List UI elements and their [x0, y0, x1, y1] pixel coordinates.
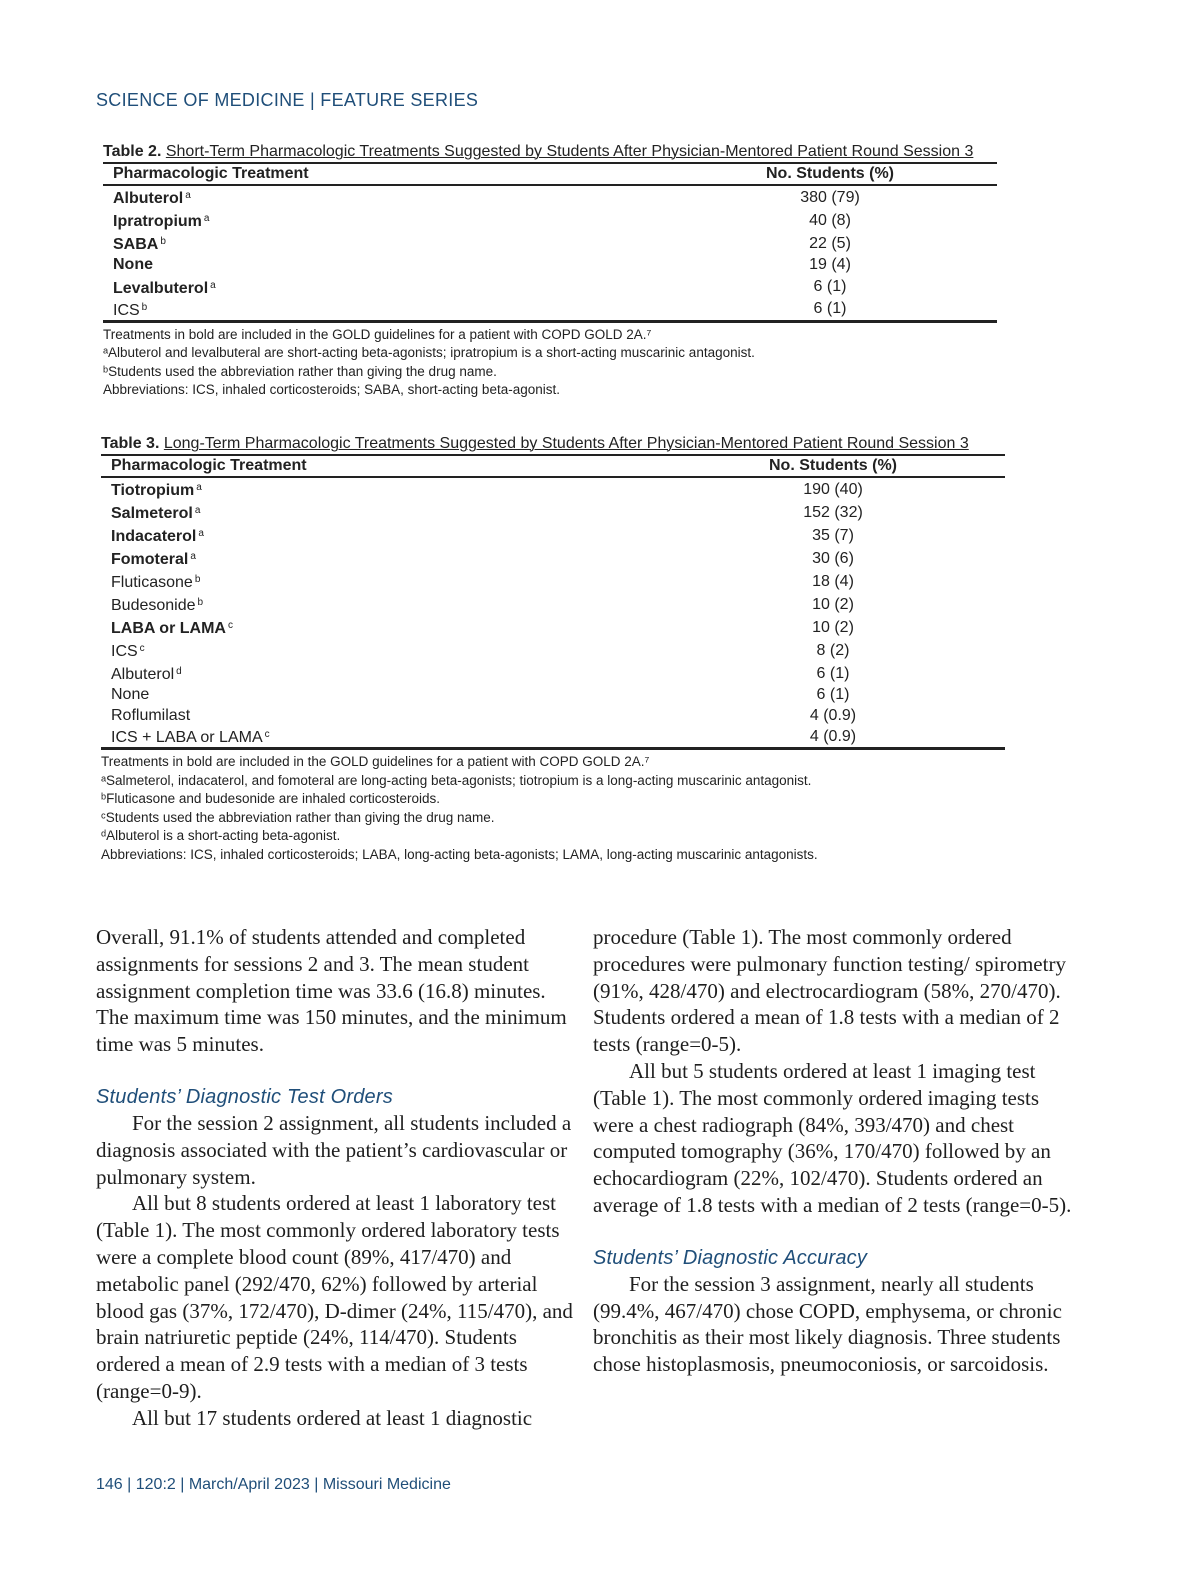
- treatment-cell: [101, 570, 661, 593]
- treatment-name: Fluticasone: [111, 574, 193, 591]
- treatment-cell: [103, 299, 663, 322]
- student-count-cell: 190 (40): [803, 480, 863, 498]
- treatment-name: Tiotropium: [111, 482, 195, 499]
- table-footnote: Treatments in bold are included in the GOLD guidelines for a patient with COPD GOLD 2A.⁷: [103, 326, 652, 342]
- student-count-cell: 18 (4): [812, 572, 854, 590]
- student-count-cell: 6 (1): [663, 299, 997, 322]
- treatment-cell: [101, 593, 661, 616]
- treatment-cell: [101, 706, 661, 727]
- body-column-right: [593, 924, 1073, 1378]
- student-count-cell: 6 (1): [816, 686, 850, 704]
- student-count-cell: 40 (8): [809, 211, 851, 229]
- treatment-cell: [103, 232, 663, 255]
- table-row: [101, 662, 1005, 685]
- paragraph: All but 17 students ordered at least 1 diagnostic: [132, 1405, 533, 1430]
- table-row: [101, 593, 1005, 616]
- table-footnote: ᵈAlbuterol is a short-acting beta-agonist.: [101, 828, 341, 843]
- treatment-cell: [101, 477, 661, 501]
- footnote-marker: c: [139, 643, 145, 654]
- student-count-cell: 6 (1): [816, 664, 850, 682]
- footnote-marker: a: [198, 528, 204, 539]
- treatment-name: SABA: [113, 236, 159, 253]
- footnote-marker: d: [176, 666, 182, 677]
- table-2-grid: [103, 162, 997, 323]
- treatment-name: ICS + LABA or LAMA: [111, 729, 263, 746]
- paragraph: Overall, 91.1% of students attended and completed assignments for sessions 2 and 3. The mean student assignment completion time was 33.6 (16.8) minutes. The maximum time was 150 minutes, and the minimum time was 5 minutes.: [96, 925, 567, 1057]
- treatment-cell: [103, 276, 663, 299]
- treatment-cell: [101, 616, 661, 639]
- table-row: [103, 232, 997, 255]
- treatment-cell: [103, 255, 663, 276]
- treatment-name: ICS: [113, 301, 140, 319]
- treatment-cell: [101, 501, 661, 524]
- table-row: [101, 726, 1005, 749]
- table-row: [101, 616, 1005, 639]
- footnote-marker: b: [194, 574, 201, 585]
- table-3-col-treatment: Pharmacologic Treatment: [101, 455, 661, 477]
- footnote-marker: a: [190, 551, 196, 562]
- table-3-label: Table 3.: [101, 435, 160, 452]
- table-row: [101, 706, 1005, 727]
- table-footnote: Treatments in bold are included in the GOLD guidelines for a patient with COPD GOLD 2A.⁷: [101, 754, 650, 769]
- table-row: [103, 276, 997, 299]
- treatment-name: ICS: [111, 643, 138, 660]
- table-row: [103, 209, 997, 232]
- table-2-body: [103, 185, 997, 321]
- treatment-name: Salmeterol: [111, 505, 193, 522]
- table-row: [101, 477, 1005, 501]
- table-footnote: ᵇFluticasone and budesonide are inhaled corticosteroids.: [101, 791, 441, 806]
- student-count-cell: 4 (0.9): [809, 706, 857, 724]
- table-footnote: Abbreviations: ICS, inhaled corticosteroids; LABA, long-acting beta-agonists; LAMA, long-acting muscarinic antagonists.: [101, 846, 818, 862]
- student-count-cell: 22 (5): [809, 234, 851, 252]
- treatment-cell: [101, 662, 661, 685]
- table-row: [101, 524, 1005, 547]
- footnote-marker: a: [210, 279, 216, 291]
- paragraph: All but 5 students ordered at least 1 imaging test (Table 1). The most commonly ordered imaging tests were a chest radiograph (84%, 393/470) and chest computed tomography (36%, 170/470) followed by an echocardiogram (22%, 102/470). Students ordered an average of 1.8 tests with a median of 2 tests (range=0-5).: [593, 1058, 1072, 1217]
- table-2-title: Short-Term Pharmacologic Treatments Suggested by Students After Physician-Mentored Patient Round Session 3: [165, 143, 974, 160]
- table-3-notes: [101, 753, 1101, 864]
- table-3: [101, 434, 1101, 864]
- student-count-cell: 35 (7): [812, 526, 854, 544]
- treatment-name: None: [111, 686, 150, 704]
- paragraph: procedure (Table 1). The most commonly ordered procedures were pulmonary function testing/ spirometry (91%, 428/470) and electrocardiogram (58%, 270/470). Students ordered a mean of 1.8 tests with a median of 2 tests (range=0-5).: [593, 925, 1066, 1057]
- table-row: [101, 639, 1005, 662]
- treatment-cell: [101, 547, 661, 570]
- page-footer: 146 | 120:2 | March/April 2023 | Missouri Medicine: [96, 1476, 451, 1493]
- treatment-name: Ipratropium: [113, 213, 202, 230]
- student-count-cell: 19 (4): [809, 256, 851, 274]
- footnote-marker: b: [141, 301, 148, 313]
- footnote-marker: b: [197, 597, 204, 608]
- table-row: [101, 547, 1005, 570]
- running-header: SCIENCE OF MEDICINE | FEATURE SERIES: [96, 90, 479, 110]
- student-count-cell: 10 (2): [812, 595, 854, 613]
- table-footnote: ᶜStudents used the abbreviation rather than giving the drug name.: [101, 809, 495, 825]
- table-3-caption: [101, 434, 1101, 454]
- table-row: [101, 685, 1005, 706]
- student-count-cell: 8 (2): [816, 641, 850, 659]
- table-3-grid: [101, 454, 1005, 750]
- table-row: [101, 501, 1005, 524]
- table-2-label: Table 2.: [103, 143, 162, 160]
- table-footnote: ᵃAlbuterol and levalbuteral are short-acting beta-agonists; ipratropium is a short-acting muscarinic antagonist.: [103, 345, 755, 360]
- treatment-name: None: [113, 256, 153, 274]
- table-footnote: ᵃSalmeterol, indacaterol, and fomoteral are long-acting beta-agonists; tiotropium is a long-acting muscarinic antagonist.: [101, 772, 812, 788]
- student-count-cell: 30 (6): [812, 549, 854, 567]
- treatment-name: Fomoteral: [111, 551, 189, 568]
- treatment-name: Albuterol: [111, 666, 175, 683]
- table-2-col-treatment: Pharmacologic Treatment: [103, 163, 663, 185]
- student-count-cell: 10 (2): [812, 618, 854, 636]
- treatment-cell: [101, 639, 661, 662]
- student-count-cell: 4 (0.9): [661, 726, 1005, 749]
- table-row: [101, 570, 1005, 593]
- footnote-marker: a: [194, 505, 201, 516]
- treatment-name: Roflumilast: [111, 706, 191, 724]
- treatment-cell: [103, 209, 663, 232]
- footnote-marker: a: [185, 190, 191, 201]
- student-count-cell: 6 (1): [813, 278, 847, 295]
- table-3-body: [101, 477, 1005, 749]
- paragraph: For the session 3 assignment, nearly all students (99.4%, 467/470) chose COPD, emphysema, or chronic bronchitis as their most likely diagnosis. Three students chose histoplasmosis, pneumoconiosis, or sarcoidosis.: [593, 1271, 1062, 1377]
- treatment-name: LABA or LAMA: [111, 620, 226, 637]
- section-heading-diagnostic-accuracy: Students’ Diagnostic Accuracy: [593, 1246, 868, 1269]
- treatment-name: Albuterol: [113, 190, 184, 207]
- treatment-name: Levalbuterol: [113, 279, 209, 297]
- treatment-name: Indacaterol: [111, 528, 197, 545]
- table-2-caption: [103, 142, 1103, 162]
- paragraph: For the session 2 assignment, all students included a diagnosis associated with the patient’s cardiovascular or pulmonary system.: [96, 1110, 572, 1189]
- footnote-marker: b: [160, 236, 166, 247]
- table-2: [103, 142, 1103, 400]
- footnote-marker: a: [203, 213, 210, 224]
- table-row: [103, 185, 997, 209]
- treatment-cell: [103, 185, 663, 209]
- body-column-left: [96, 924, 574, 1432]
- table-row: [103, 255, 997, 276]
- table-footnote: ᵇStudents used the abbreviation rather than giving the drug name.: [103, 363, 497, 379]
- table-footnote: Abbreviations: ICS, inhaled corticosteroids; SABA, short-acting beta-agonist.: [103, 382, 560, 397]
- footnote-marker: c: [227, 620, 233, 631]
- student-count-cell: 152 (32): [803, 503, 863, 521]
- table-2-notes: [103, 326, 1103, 400]
- treatment-name: Budesonide: [111, 597, 196, 614]
- treatment-cell: [101, 524, 661, 547]
- footnote-marker: c: [264, 729, 270, 740]
- paragraph: All but 8 students ordered at least 1 laboratory test (Table 1). The most commonly ordered laboratory tests were a complete blood count (89%, 417/470) and metabolic panel (292/470, 62%) followed by arterial blood gas (37%, 172/470), D-dimer (24%, 115/470), and brain natriuretic peptide (24%, 114/470). Students ordered a mean of 2.9 tests with a median of 3 tests (range=0-9).: [96, 1191, 573, 1403]
- treatment-cell: [101, 726, 661, 749]
- table-row: [103, 299, 997, 322]
- section-heading-test-orders: Students’ Diagnostic Test Orders: [96, 1085, 393, 1108]
- student-count-cell: 380 (79): [800, 188, 860, 206]
- table-3-col-count: No. Students (%): [661, 455, 1005, 477]
- footnote-marker: a: [196, 482, 202, 493]
- treatment-cell: [101, 685, 661, 706]
- table-3-title: Long-Term Pharmacologic Treatments Suggested by Students After Physician-Mentored Patient Round Session 3: [163, 435, 969, 452]
- table-2-col-count: No. Students (%): [663, 163, 997, 185]
